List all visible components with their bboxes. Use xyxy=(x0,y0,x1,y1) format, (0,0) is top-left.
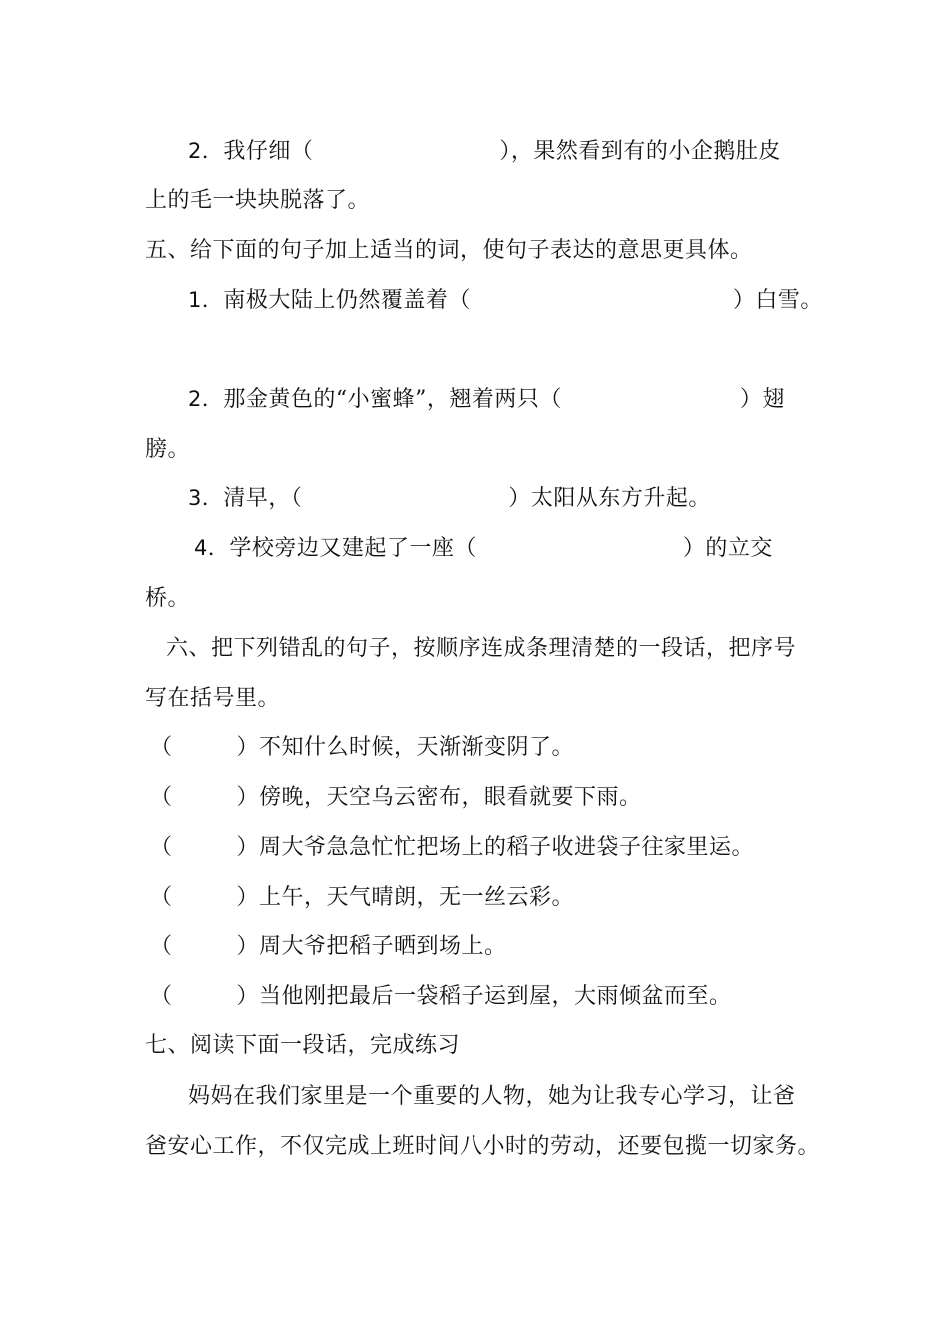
s6-item-3-text: ）周大爷急急忙忙把场上的稻子收进袋子往家里运。 xyxy=(236,835,755,860)
s6-item-6-text: ）当他刚把最后一袋稻子运到屋，大雨倾盆而至。 xyxy=(236,984,732,1009)
s5-item3-post: ）太阳从东方升起。 xyxy=(508,486,711,511)
s5-item1-post: ）白雪。 xyxy=(732,288,823,313)
s5-item3-pre: 清早，（ xyxy=(223,486,303,511)
s6-item-4-text: ）上午，天气晴朗，无一丝云彩。 xyxy=(236,885,575,910)
s4-item2-continuation: 上的毛一块块脱落了。 xyxy=(145,188,371,213)
s6-item-2-open-paren: （ xyxy=(150,785,173,810)
s6-item-4-open-paren: （ xyxy=(150,885,173,910)
s5-item3-number: 3． xyxy=(188,486,224,510)
s6-item-1 xyxy=(150,733,574,763)
s4-item2-number: 2． xyxy=(188,139,224,163)
s5-item1-line xyxy=(188,285,823,316)
s5-item2-continuation: 膀。 xyxy=(145,437,191,462)
s6-item-6-open-paren: （ xyxy=(150,984,173,1009)
s6-item-4 xyxy=(150,883,574,913)
s5-item2-number: 2． xyxy=(188,387,224,411)
s7-paragraph-line2: 爸安心工作，不仅完成上班时间八小时的劳动，还要包揽一切家务。 xyxy=(145,1134,821,1159)
s5-item1-number: 1． xyxy=(188,288,224,312)
s4-item2-line xyxy=(188,136,781,167)
s6-item-3 xyxy=(150,833,754,863)
s5-item4-continuation: 桥。 xyxy=(145,586,191,611)
s7-paragraph-line1: 妈妈在我们家里是一个重要的人物，她为让我专心学习，让爸 xyxy=(188,1084,796,1109)
s5-item4-number: 4． xyxy=(194,536,230,560)
s5-item3-line xyxy=(188,483,711,514)
s4-item2-pre: 我仔细（ xyxy=(223,139,314,164)
s7-heading: 七、阅读下面一段话，完成练习 xyxy=(145,1033,461,1058)
s5-item2-pre: 那金黄色的“小蜜蜂”，翘着两只（ xyxy=(223,387,562,412)
s4-item2-post: ），果然看到有的小企鹅肚皮 xyxy=(499,139,781,164)
s5-heading: 五、给下面的句子加上适当的词，使句子表达的意思更具体。 xyxy=(145,238,753,263)
s6-item-5-text: ）周大爷把稻子晒到场上。 xyxy=(236,934,507,959)
s5-item4-line xyxy=(194,533,773,564)
s5-item2-line xyxy=(188,384,785,415)
s5-item4-pre: 学校旁边又建起了一座（ xyxy=(229,536,477,561)
s6-item-2-text: ）傍晚，天空乌云密布，眼看就要下雨。 xyxy=(236,785,642,810)
s6-item-2 xyxy=(150,783,642,813)
s6-item-6 xyxy=(150,982,732,1012)
s6-heading-line1: 六、把下列错乱的句子，按顺序连成条理清楚的一段话，把序号 xyxy=(166,636,797,661)
s6-item-1-open-paren: （ xyxy=(150,735,173,760)
s6-item-5 xyxy=(150,932,507,962)
s6-heading-line2: 写在括号里。 xyxy=(145,686,281,711)
s5-item1-pre: 南极大陆上仍然覆盖着（ xyxy=(223,288,471,313)
s5-item2-post: ）翅 xyxy=(739,387,785,412)
s6-item-5-open-paren: （ xyxy=(150,934,173,959)
s6-item-3-open-paren: （ xyxy=(150,835,173,860)
s6-item-1-text: ）不知什么时候，天渐渐变阴了。 xyxy=(236,735,575,760)
s5-item4-post: ）的立交 xyxy=(682,536,773,561)
